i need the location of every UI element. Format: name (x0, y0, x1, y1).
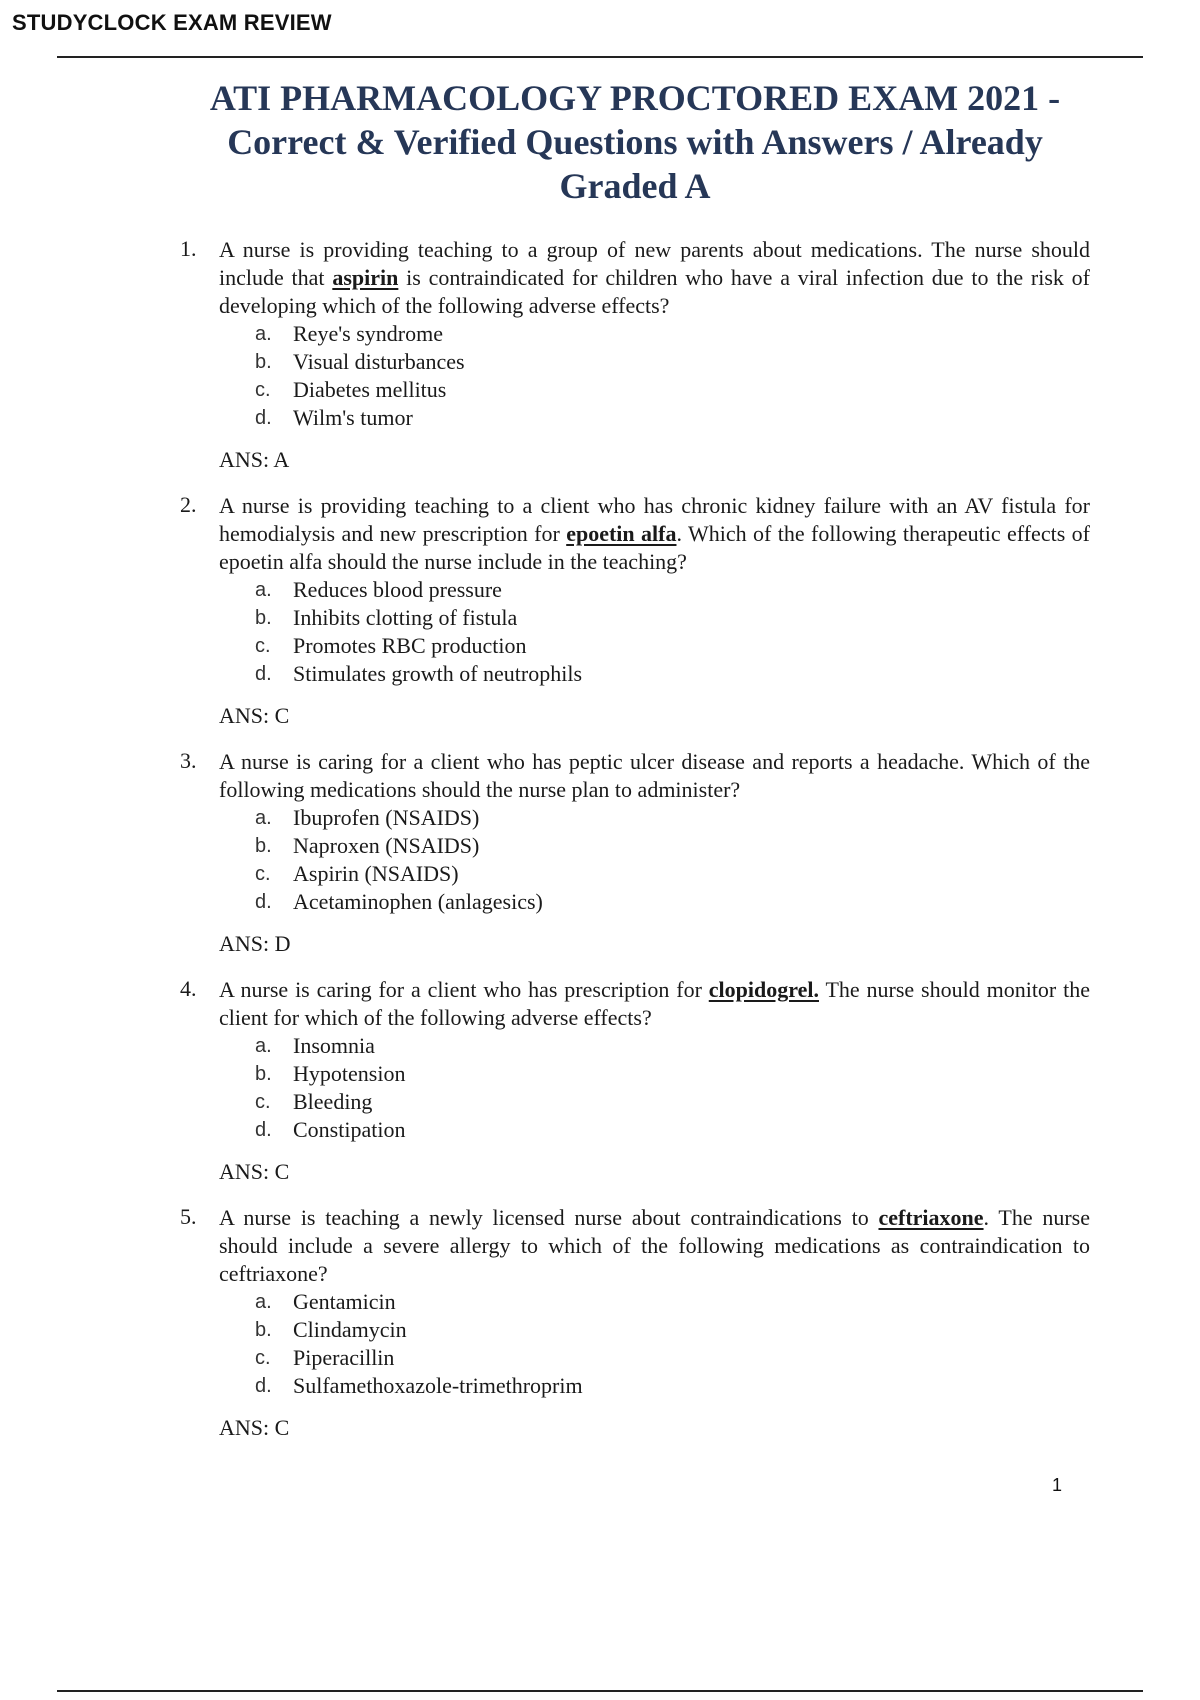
option-b: b. Naproxen (NSAIDS) (255, 833, 480, 858)
answer-options (219, 804, 1090, 916)
question-text: A nurse is providing teaching to a client who has chronic kidney failure with an AV fistula for hemodialysis and new prescription for epoetin alfa. Which of the following therapeutic effects of epoetin alfa should the nurse include in the teaching? (219, 493, 1090, 574)
option-b: b. Visual disturbances (255, 349, 465, 374)
page-number: 1 (1052, 1475, 1063, 1495)
title-line-1: ATI PHARMACOLOGY PROCTORED EXAM 2021 - (209, 78, 1061, 118)
answer-key: ANS: C (219, 703, 290, 728)
question-5 (180, 1204, 1090, 1442)
option-a: a. Ibuprofen (NSAIDS) (255, 805, 480, 830)
drug-keyword: ceftriaxone (878, 1205, 984, 1230)
option-c: c. Promotes RBC production (255, 633, 527, 658)
question-number: 5. (180, 1204, 197, 1229)
option-a: a. Reye's syndrome (255, 321, 443, 346)
question-text: A nurse is caring for a client who has peptic ulcer disease and reports a headache. Which of the following medications should the nurse plan to administer? (219, 749, 1090, 802)
option-c: c. Aspirin (NSAIDS) (255, 861, 459, 886)
question-list (180, 236, 1090, 1442)
option-c: c. Piperacillin (255, 1345, 395, 1370)
question-text: A nurse is caring for a client who has prescription for clopidogrel. The nurse should monitor the client for which of the following adverse effects? (219, 977, 1091, 1030)
option-d: d. Stimulates growth of neutrophils (255, 661, 583, 686)
footer-divider (57, 1690, 1143, 1692)
answer-options (219, 320, 1090, 432)
question-number: 2. (180, 492, 197, 517)
title-line-2: Correct & Verified Questions with Answers / Already (227, 122, 1043, 162)
drug-keyword: epoetin alfa (566, 521, 677, 546)
question-4 (180, 976, 1090, 1186)
option-b: b. Hypotension (255, 1061, 406, 1086)
answer-key: ANS: C (219, 1159, 290, 1184)
site-brand: STUDYCLOCK EXAM REVIEW (12, 10, 332, 35)
title-line-3: Graded A (559, 166, 711, 206)
option-d: d. Acetaminophen (anlagesics) (255, 889, 543, 914)
option-a: a. Gentamicin (255, 1289, 396, 1314)
option-d: d. Constipation (255, 1117, 406, 1142)
question-text: A nurse is providing teaching to a group of new parents about medications. The nurse should include that aspirin is contraindicated for children who have a viral infection due to the risk of developing which of the following adverse effects? (219, 237, 1091, 318)
question-2 (180, 492, 1090, 730)
answer-options (219, 1032, 1090, 1144)
question-1 (180, 236, 1090, 474)
question-number: 4. (180, 976, 197, 1001)
document-title (150, 76, 1120, 208)
option-b: b. Clindamycin (255, 1317, 407, 1342)
question-3 (180, 748, 1090, 958)
drug-keyword: clopidogrel. (708, 977, 819, 1002)
option-d: d. Sulfamethoxazole-trimethroprim (255, 1373, 583, 1398)
option-a: a. Reduces blood pressure (255, 577, 502, 602)
option-b: b. Inhibits clotting of fistula (255, 605, 518, 630)
option-d: d. Wilm's tumor (255, 405, 413, 430)
question-text: A nurse is teaching a newly licensed nurse about contraindications to ceftriaxone. The nurse should include a severe allergy to which of the following medications as contraindication to ceftriaxone? (219, 1205, 1090, 1286)
option-c: c. Bleeding (255, 1089, 373, 1114)
answer-options (219, 1288, 1090, 1400)
drug-keyword: aspirin (332, 265, 399, 290)
answer-key: ANS: D (219, 931, 291, 956)
answer-key: ANS: C (219, 1415, 290, 1440)
option-c: c. Diabetes mellitus (255, 377, 447, 402)
answer-key: ANS: A (219, 447, 290, 472)
answer-options (219, 576, 1090, 688)
option-a: a. Insomnia (255, 1033, 375, 1058)
header-divider (57, 56, 1143, 58)
question-number: 1. (180, 236, 197, 261)
question-number: 3. (180, 748, 197, 773)
